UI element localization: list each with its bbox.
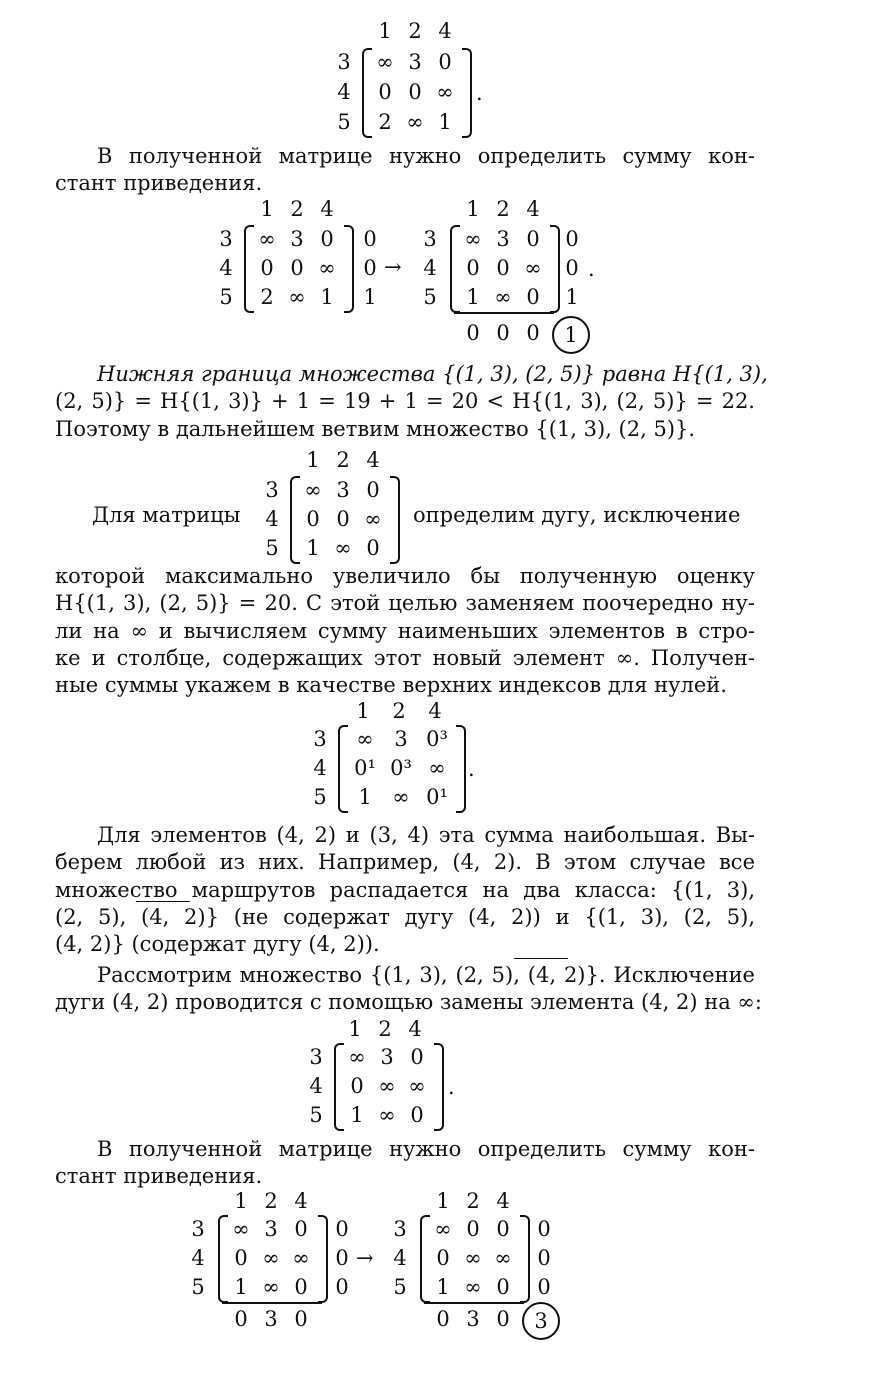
col-min: 0 [234, 1307, 248, 1331]
matrix-cell: 0 [290, 256, 304, 280]
matrix-cell: ∞ [376, 50, 394, 74]
row-label: 5 [265, 536, 279, 560]
col-label: 2 [408, 19, 422, 43]
col-label: 1 [306, 448, 320, 472]
paragraph-2: Нижняя граница множества {(1, 3), (2, 5)} равна H{(1, 3), (2, 5)} = H{(1, 3)} + 1 = 19 + 1 = 20 < H{(1, 3), (2, 5)} = 22. Поэтому в дальнейшем ветвим множество {(1, 3), (2, 5)}. [55, 362, 768, 441]
row-label: 4 [219, 256, 233, 280]
col-label: 2 [290, 197, 304, 221]
row-min: 1 [565, 285, 579, 309]
inline-label-left: Для матрицы [92, 503, 241, 527]
matrix-cell: 1 [234, 1275, 248, 1299]
col-label: 4 [438, 19, 452, 43]
col-label: 4 [366, 448, 380, 472]
matrix-cell: 0³ [390, 756, 412, 780]
row-min: 0 [537, 1246, 551, 1270]
row-label: 5 [313, 785, 327, 809]
matrix-cell: 1 [358, 785, 372, 809]
matrix-cell: 0 [438, 50, 452, 74]
col-label: 1 [436, 1189, 450, 1213]
row-label: 3 [265, 478, 279, 502]
period: . [448, 1075, 455, 1099]
col-label: 1 [234, 1189, 248, 1213]
row-label: 4 [337, 80, 351, 104]
matrix-cell: ∞ [378, 1074, 396, 1098]
paragraph-7: В полученной матрице нужно определить сумму кон- стант приведения. [55, 1137, 755, 1189]
matrix-cell: ∞ [378, 1103, 396, 1127]
underline [454, 312, 554, 314]
row-label: 5 [191, 1275, 205, 1299]
matrix-cell: 0 [410, 1103, 424, 1127]
left-bracket [338, 725, 348, 813]
col-label: 4 [496, 1189, 510, 1213]
matrix-cell: ∞ [318, 256, 336, 280]
matrix-cell: 2 [260, 285, 274, 309]
col-min: 0 [466, 321, 480, 345]
matrix-cell: ∞ [356, 727, 374, 751]
period: . [476, 81, 483, 105]
matrix-cell: 1 [306, 536, 320, 560]
paragraph-5: Для элементов (4, 2) и (3, 4) эта сумма наибольшая. Вы- берем любой из них. Например, (4, 2). В этом случае все множество маршрутов распадается на два класса: {(1, 3), (2, 5), (4, 2)} (не содержат дугу (4, 2)) и {(1, 3), (2, 5), (4, 2)} (содержат дугу (4, 2)). [55, 823, 755, 957]
col-label: 4 [294, 1189, 308, 1213]
row-label: 5 [423, 285, 437, 309]
matrix-cell: ∞ [408, 1074, 426, 1098]
overline [514, 958, 568, 959]
matrix-cell: 1 [350, 1103, 364, 1127]
row-label: 4 [423, 256, 437, 280]
row-min: 0 [565, 227, 579, 251]
col-label: 2 [496, 197, 510, 221]
col-label: 1 [378, 19, 392, 43]
matrix-cell: ∞ [434, 1217, 452, 1241]
row-label: 3 [337, 50, 351, 74]
col-min: 3 [264, 1307, 278, 1331]
row-min: 1 [363, 285, 377, 309]
matrix-cell: 0 [466, 1217, 480, 1241]
col-label: 2 [466, 1189, 480, 1213]
matrix-cell: 0 [526, 285, 540, 309]
col-label: 1 [466, 197, 480, 221]
underline [424, 1302, 524, 1304]
right-bracket [344, 225, 354, 313]
matrix-cell: 0 [410, 1045, 424, 1069]
matrix-cell: 1 [466, 285, 480, 309]
right-bracket [550, 225, 560, 313]
matrix-cell: 0 [306, 507, 320, 531]
col-label: 2 [392, 699, 406, 723]
col-label: 2 [336, 448, 350, 472]
matrix-cell: 0¹ [426, 785, 448, 809]
matrix-cell: 0 [408, 80, 422, 104]
matrix-cell: 0 [526, 227, 540, 251]
matrix-cell: ∞ [262, 1246, 280, 1270]
row-label: 5 [337, 110, 351, 134]
row-min: 0 [335, 1246, 349, 1270]
matrix-cell: 3 [264, 1217, 278, 1241]
period: . [588, 257, 595, 281]
right-bracket [456, 725, 466, 813]
col-label: 4 [428, 699, 442, 723]
circled-total: 1 [552, 316, 590, 354]
row-label: 4 [313, 756, 327, 780]
matrix-cell: 0 [366, 536, 380, 560]
row-min: 0 [335, 1217, 349, 1241]
matrix-cell: ∞ [464, 1275, 482, 1299]
matrix-cell: 0 [260, 256, 274, 280]
matrix-cell: ∞ [258, 227, 276, 251]
matrix-cell: ∞ [334, 536, 352, 560]
row-label: 3 [313, 727, 327, 751]
col-label: 2 [378, 1017, 392, 1041]
col-min: 0 [436, 1307, 450, 1331]
matrix-cell: 3 [408, 50, 422, 74]
matrix-cell: ∞ [494, 1246, 512, 1270]
matrix-cell: 1 [436, 1275, 450, 1299]
matrix-cell: 1 [320, 285, 334, 309]
matrix-cell: 0 [366, 478, 380, 502]
inline-label-right: определим дугу, исключение [413, 503, 741, 527]
row-min: 0 [363, 227, 377, 251]
col-label: 1 [356, 699, 370, 723]
matrix-cell: 0 [436, 1246, 450, 1270]
matrix-cell: ∞ [288, 285, 306, 309]
paragraph-4: которой максимально увеличило бы полученную оценку H{(1, 3), (2, 5)} = 20. С этой целью заменяем поочередно ну- ли на ∞ и вычисляем сумму наименьших элементов в стро- ке и столбце, содержащих этот новый элемент ∞. Получен- ные суммы укажем в качестве верхних индексов для нулей. [55, 564, 755, 698]
matrix-cell: 3 [496, 227, 510, 251]
row-label: 5 [309, 1103, 323, 1127]
matrix-cell: 3 [380, 1045, 394, 1069]
paragraph-1: В полученной матрице нужно определить сумму кон- стант приведения. [55, 144, 755, 196]
col-label: 4 [408, 1017, 422, 1041]
col-min: 0 [496, 1307, 510, 1331]
col-label: 1 [260, 197, 274, 221]
row-label: 3 [191, 1217, 205, 1241]
matrix-cell: ∞ [232, 1217, 250, 1241]
row-label: 5 [393, 1275, 407, 1299]
matrix-cell: 0 [350, 1074, 364, 1098]
row-label: 4 [309, 1074, 323, 1098]
overline [136, 901, 190, 902]
matrix-cell: ∞ [304, 478, 322, 502]
matrix-cell: 0 [234, 1246, 248, 1270]
row-min: 0 [537, 1217, 551, 1241]
matrix-cell: 0 [496, 256, 510, 280]
col-label: 4 [526, 197, 540, 221]
matrix-cell: ∞ [494, 285, 512, 309]
period: . [468, 757, 475, 781]
matrix-cell: 0¹ [354, 756, 376, 780]
matrix-cell: 2 [378, 110, 392, 134]
matrix-cell: ∞ [262, 1275, 280, 1299]
matrix-cell: ∞ [464, 1246, 482, 1270]
matrix-cell: 0 [466, 256, 480, 280]
matrix-cell: 0 [294, 1217, 308, 1241]
matrix-cell: 0 [496, 1217, 510, 1241]
col-label: 1 [348, 1017, 362, 1041]
matrix-cell: 0³ [426, 727, 448, 751]
right-bracket [390, 476, 400, 564]
matrix-cell: 3 [290, 227, 304, 251]
row-label: 3 [393, 1217, 407, 1241]
matrix-cell: ∞ [348, 1045, 366, 1069]
matrix-cell: ∞ [406, 110, 424, 134]
matrix-cell: 0 [496, 1275, 510, 1299]
matrix-cell: 0 [320, 227, 334, 251]
arrow: → [384, 255, 402, 279]
matrix-cell: 1 [438, 110, 452, 134]
col-min: 0 [294, 1307, 308, 1331]
underline [222, 1302, 322, 1304]
row-label: 3 [219, 227, 233, 251]
matrix-cell: ∞ [428, 756, 446, 780]
right-bracket [462, 48, 472, 138]
row-label: 3 [309, 1045, 323, 1069]
arrow: → [356, 1246, 374, 1270]
col-min: 0 [526, 321, 540, 345]
matrix-cell: 3 [394, 727, 408, 751]
col-label: 2 [264, 1189, 278, 1213]
right-bracket [318, 1215, 328, 1303]
row-label: 4 [393, 1246, 407, 1270]
right-bracket [434, 1043, 444, 1131]
matrix-cell: 0 [294, 1275, 308, 1299]
matrix-cell: ∞ [392, 785, 410, 809]
matrix-cell: 0 [336, 507, 350, 531]
matrix-cell: ∞ [364, 507, 382, 531]
row-min: 0 [537, 1275, 551, 1299]
row-label: 4 [265, 507, 279, 531]
row-min: 0 [363, 256, 377, 280]
matrix-cell: ∞ [292, 1246, 310, 1270]
matrix-cell: 0 [378, 80, 392, 104]
paragraph-6: Рассмотрим множество {(1, 3), (2, 5), (4, 2)}. Исключение дуги (4, 2) проводится с помощью замены элемента (4, 2) на ∞: [55, 963, 762, 1015]
col-min: 0 [496, 321, 510, 345]
col-min: 3 [466, 1307, 480, 1331]
matrix-cell: 3 [336, 478, 350, 502]
matrix-cell: ∞ [464, 227, 482, 251]
matrix-cell: ∞ [524, 256, 542, 280]
matrix-cell: ∞ [436, 80, 454, 104]
row-min: 0 [565, 256, 579, 280]
circled-total: 3 [522, 1302, 560, 1340]
row-min: 0 [335, 1275, 349, 1299]
row-label: 4 [191, 1246, 205, 1270]
col-label: 4 [320, 197, 334, 221]
row-label: 3 [423, 227, 437, 251]
right-bracket [520, 1215, 530, 1303]
row-label: 5 [219, 285, 233, 309]
